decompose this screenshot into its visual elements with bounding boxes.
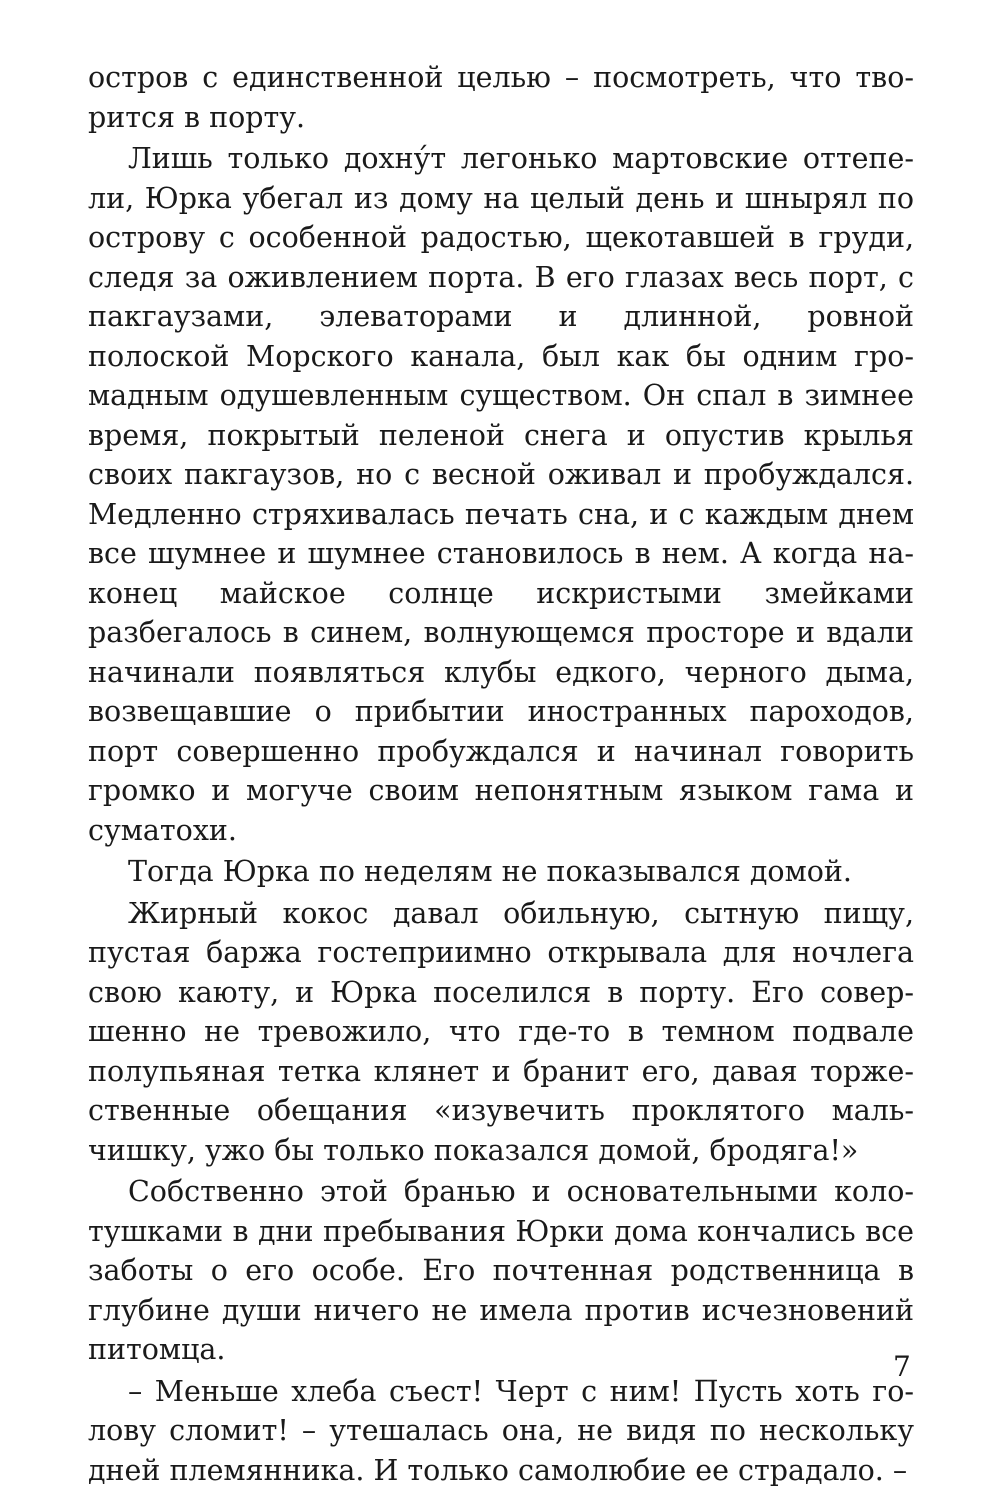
page-number: 7 (893, 1351, 911, 1383)
paragraph-continuation: остров с единственной целью – посмотреть, что творится в порту. (88, 58, 914, 137)
paragraph-aunt-speech: – Меньше хлеба съест! Черт с ним! Пусть хоть голову сломит! – утешалась она, не видя по нескольку дней племянника. И только самолюбие ее страдало. – (88, 1372, 914, 1490)
page-text (88, 58, 914, 1490)
paragraph-aunt-cares: Собственно этой бранью и основательными колотушками в дни пребывания Юрки дома кончались все заботы о его особе. Его почтенная родственница в глубине души ничего не имела против исчезновений питомца. (88, 1172, 914, 1370)
paragraph-living-in-port: Жирный кокос давал обильную, сытную пищу, пустая баржа гостеприимно открывала для ночлега свою каюту, и Юрка поселился в порту. Его совершенно не тревожило, что где-то в темном подвале полупьяная тетка клянет и бранит его, давая торжественные обещания «изувечить проклятого мальчишку, ужо бы только показался домой, бродяга!» (88, 894, 914, 1171)
paragraph-port-awakening: Лишь только дохну́т легонько мартовские оттепели, Юрка убегал из дому на целый день и шнырял по острову с особенной радостью, щекотавшей в груди, следя за оживлением порта. В его глазах весь порт, с пакгаузами, элеваторами и длинной, ровной полоской Морского канала, был как бы одним громадным одушевленным существом. Он спал в зимнее время, покрытый пеленой снега и опустив крылья своих пакгаузов, но с весной оживал и пробуждался. Медленно стряхивалась печать сна, и с каждым днем все шумнее и шумнее становилось в нем. А когда наконец майское солнце искристыми змейками разбегалось в синем, волнующемся просторе и вдали начинали появляться клубы едкого, черного дыма, возвещавшие о прибытии иностранных пароходов, порт совершенно пробуждался и начинал говорить громко и могуче своим непонятным языком гама и суматохи. (88, 139, 914, 850)
paragraph-not-home: Тогда Юрка по неделям не показывался домой. (88, 852, 914, 892)
